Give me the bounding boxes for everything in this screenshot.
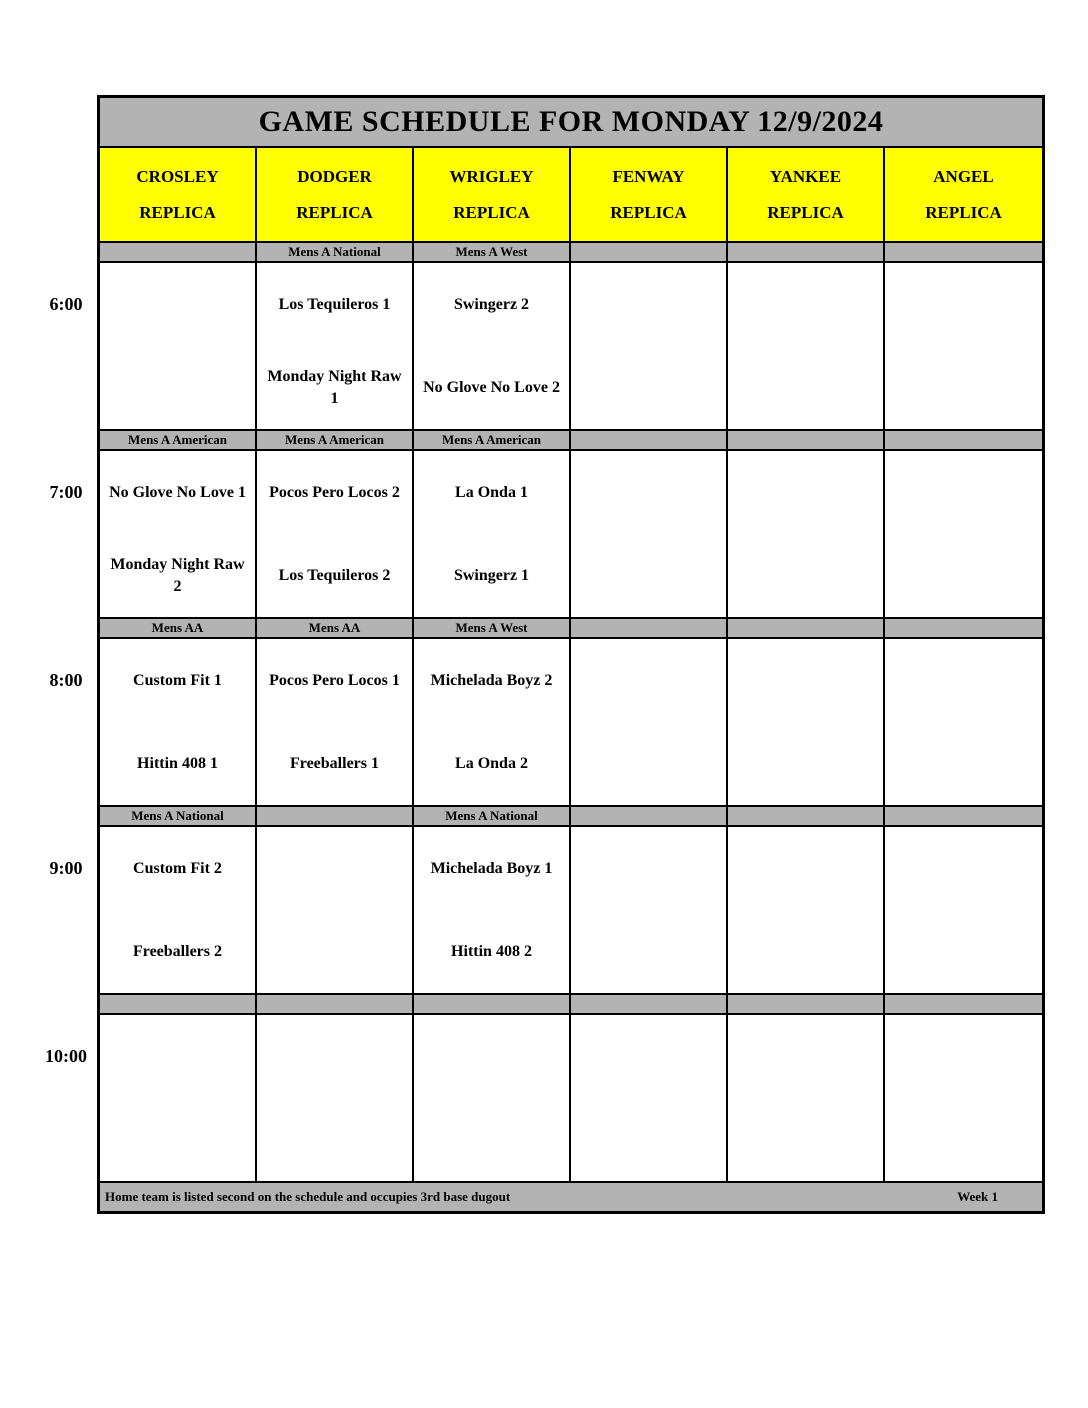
away-team: Los Tequileros 1 bbox=[278, 295, 391, 313]
game-cell bbox=[257, 1015, 414, 1183]
division-label bbox=[728, 807, 885, 827]
home-team bbox=[885, 346, 1042, 429]
away-team: Custom Fit 2 bbox=[133, 859, 222, 877]
page-title: GAME SCHEDULE FOR MONDAY 12/9/2024 bbox=[100, 98, 1042, 148]
home-team bbox=[571, 722, 726, 805]
game-cell bbox=[257, 827, 414, 995]
away-team: Pocos Pero Locos 2 bbox=[269, 483, 400, 501]
game-cell bbox=[571, 639, 728, 807]
home-team bbox=[885, 1098, 1042, 1181]
division-label: Mens A American bbox=[414, 431, 571, 451]
division-label bbox=[571, 995, 728, 1015]
division-label bbox=[728, 431, 885, 451]
away-team bbox=[885, 263, 1042, 346]
away-team bbox=[885, 639, 1042, 722]
division-label: Mens A West bbox=[414, 619, 571, 639]
game-cell bbox=[571, 263, 728, 431]
game-cell bbox=[728, 263, 885, 431]
game-cell bbox=[728, 1015, 885, 1183]
home-team bbox=[885, 910, 1042, 993]
home-team bbox=[728, 534, 883, 617]
home-team bbox=[571, 534, 726, 617]
division-label bbox=[571, 807, 728, 827]
division-label bbox=[885, 619, 1042, 639]
home-team bbox=[257, 1098, 412, 1181]
division-label bbox=[885, 431, 1042, 451]
division-label: Mens A National bbox=[414, 807, 571, 827]
division-label: Mens A National bbox=[257, 243, 414, 263]
division-label bbox=[257, 995, 414, 1015]
week-label: Week 1 bbox=[957, 1189, 998, 1204]
away-team bbox=[728, 263, 883, 346]
field-type: REPLICA bbox=[139, 202, 216, 222]
away-team bbox=[728, 639, 883, 722]
game-row-800 bbox=[100, 639, 1042, 807]
division-row-800 bbox=[100, 619, 1042, 639]
game-cell bbox=[414, 451, 571, 619]
division-label bbox=[100, 243, 257, 263]
schedule-table bbox=[97, 95, 1045, 1214]
division-label bbox=[728, 995, 885, 1015]
game-cell bbox=[414, 263, 571, 431]
game-cell bbox=[728, 639, 885, 807]
game-cell bbox=[728, 451, 885, 619]
game-cell bbox=[100, 827, 257, 995]
game-row-600 bbox=[100, 263, 1042, 431]
home-team bbox=[728, 1098, 883, 1181]
division-label: Mens AA bbox=[257, 619, 414, 639]
division-label: Mens A American bbox=[257, 431, 414, 451]
game-cell bbox=[257, 263, 414, 431]
home-team bbox=[100, 346, 255, 429]
division-row-1000 bbox=[100, 995, 1042, 1015]
away-team bbox=[728, 827, 883, 910]
game-cell bbox=[571, 827, 728, 995]
field-type: REPLICA bbox=[453, 202, 530, 222]
game-cell bbox=[885, 1015, 1042, 1183]
field-name: YANKEE bbox=[769, 166, 842, 186]
division-label bbox=[257, 807, 414, 827]
field-name: ANGEL bbox=[933, 166, 994, 186]
away-team bbox=[414, 1015, 569, 1098]
home-team: Monday Night Raw 2 bbox=[110, 555, 245, 595]
home-team: Los Tequileros 2 bbox=[278, 566, 391, 584]
time-label-900: 9:00 bbox=[49, 858, 83, 878]
game-cell bbox=[571, 451, 728, 619]
game-cell bbox=[414, 1015, 571, 1183]
away-team bbox=[728, 451, 883, 534]
game-cell bbox=[885, 639, 1042, 807]
division-label bbox=[100, 995, 257, 1015]
game-cell bbox=[257, 639, 414, 807]
away-team bbox=[885, 1015, 1042, 1098]
home-team bbox=[414, 1098, 569, 1181]
away-team: Swingerz 2 bbox=[453, 295, 530, 313]
field-name: WRIGLEY bbox=[449, 166, 534, 186]
away-team: Michelada Boyz 1 bbox=[430, 859, 553, 877]
division-row-700 bbox=[100, 431, 1042, 451]
away-team: No Glove No Love 1 bbox=[109, 483, 246, 501]
field-type: REPLICA bbox=[767, 202, 844, 222]
division-label: Mens A West bbox=[414, 243, 571, 263]
division-label bbox=[728, 619, 885, 639]
game-cell bbox=[885, 263, 1042, 431]
game-cell bbox=[100, 639, 257, 807]
away-team bbox=[571, 451, 726, 534]
division-label bbox=[414, 995, 571, 1015]
game-cell bbox=[728, 827, 885, 995]
field-name: CROSLEY bbox=[136, 166, 219, 186]
division-label: Mens AA bbox=[100, 619, 257, 639]
away-team bbox=[257, 1015, 412, 1098]
home-team bbox=[257, 910, 412, 993]
time-label-600: 6:00 bbox=[49, 294, 83, 314]
division-label bbox=[571, 243, 728, 263]
field-type: REPLICA bbox=[925, 202, 1002, 222]
game-cell bbox=[885, 827, 1042, 995]
field-name: FENWAY bbox=[612, 166, 685, 186]
home-team bbox=[885, 534, 1042, 617]
footer-note: Home team is listed second on the schedule and occupies 3rd base dugout bbox=[105, 1189, 511, 1204]
field-header-yankee bbox=[728, 148, 885, 243]
division-label bbox=[885, 807, 1042, 827]
division-label bbox=[728, 243, 885, 263]
game-cell bbox=[100, 1015, 257, 1183]
away-team: La Onda 1 bbox=[455, 483, 528, 501]
home-team: Hittin 408 2 bbox=[451, 942, 532, 960]
home-team bbox=[100, 1098, 255, 1181]
home-team bbox=[728, 346, 883, 429]
field-header-crosley bbox=[100, 148, 257, 243]
home-team bbox=[571, 346, 726, 429]
away-team: Michelada Boyz 2 bbox=[430, 671, 553, 689]
field-header-fenway bbox=[571, 148, 728, 243]
game-cell bbox=[571, 1015, 728, 1183]
game-cell bbox=[257, 451, 414, 619]
time-label-1000: 10:00 bbox=[45, 1046, 87, 1066]
away-team bbox=[885, 827, 1042, 910]
field-name: DODGER bbox=[297, 166, 372, 186]
away-team bbox=[571, 827, 726, 910]
away-team: Pocos Pero Locos 1 bbox=[269, 671, 400, 689]
footer-bar bbox=[100, 1183, 1042, 1211]
home-team bbox=[728, 722, 883, 805]
away-team bbox=[100, 1015, 255, 1098]
game-cell bbox=[100, 451, 257, 619]
away-team bbox=[885, 451, 1042, 534]
away-team bbox=[571, 1015, 726, 1098]
away-team: Custom Fit 1 bbox=[133, 671, 222, 689]
field-header-dodger bbox=[257, 148, 414, 243]
division-label bbox=[571, 619, 728, 639]
field-header-wrigley bbox=[414, 148, 571, 243]
game-cell bbox=[885, 451, 1042, 619]
home-team bbox=[728, 910, 883, 993]
field-header-angel bbox=[885, 148, 1042, 243]
home-team: Freeballers 2 bbox=[132, 942, 222, 960]
game-row-1000 bbox=[100, 1015, 1042, 1183]
away-team bbox=[571, 263, 726, 346]
game-cell bbox=[100, 263, 257, 431]
away-team bbox=[257, 827, 412, 910]
away-team bbox=[728, 1015, 883, 1098]
division-label bbox=[571, 431, 728, 451]
home-team: Monday Night Raw 1 bbox=[267, 367, 402, 407]
away-team bbox=[100, 263, 255, 346]
game-cell bbox=[414, 827, 571, 995]
away-team bbox=[571, 639, 726, 722]
division-row-600 bbox=[100, 243, 1042, 263]
field-type: REPLICA bbox=[296, 202, 373, 222]
division-label: Mens A American bbox=[100, 431, 257, 451]
game-cell bbox=[414, 639, 571, 807]
division-label bbox=[885, 243, 1042, 263]
home-team bbox=[571, 910, 726, 993]
game-row-700 bbox=[100, 451, 1042, 619]
home-team bbox=[571, 1098, 726, 1181]
time-label-800: 8:00 bbox=[49, 670, 83, 690]
division-label: Mens A National bbox=[100, 807, 257, 827]
home-team bbox=[885, 722, 1042, 805]
field-type: REPLICA bbox=[610, 202, 687, 222]
time-label-700: 7:00 bbox=[49, 482, 83, 502]
division-row-900 bbox=[100, 807, 1042, 827]
home-team: No Glove No Love 2 bbox=[423, 378, 560, 396]
game-row-900 bbox=[100, 827, 1042, 995]
division-label bbox=[885, 995, 1042, 1015]
home-team: La Onda 2 bbox=[455, 754, 528, 772]
home-team: Hittin 408 1 bbox=[137, 754, 218, 772]
home-team: Swingerz 1 bbox=[453, 566, 530, 584]
field-header-row bbox=[100, 148, 1042, 243]
home-team: Freeballers 1 bbox=[289, 754, 379, 772]
